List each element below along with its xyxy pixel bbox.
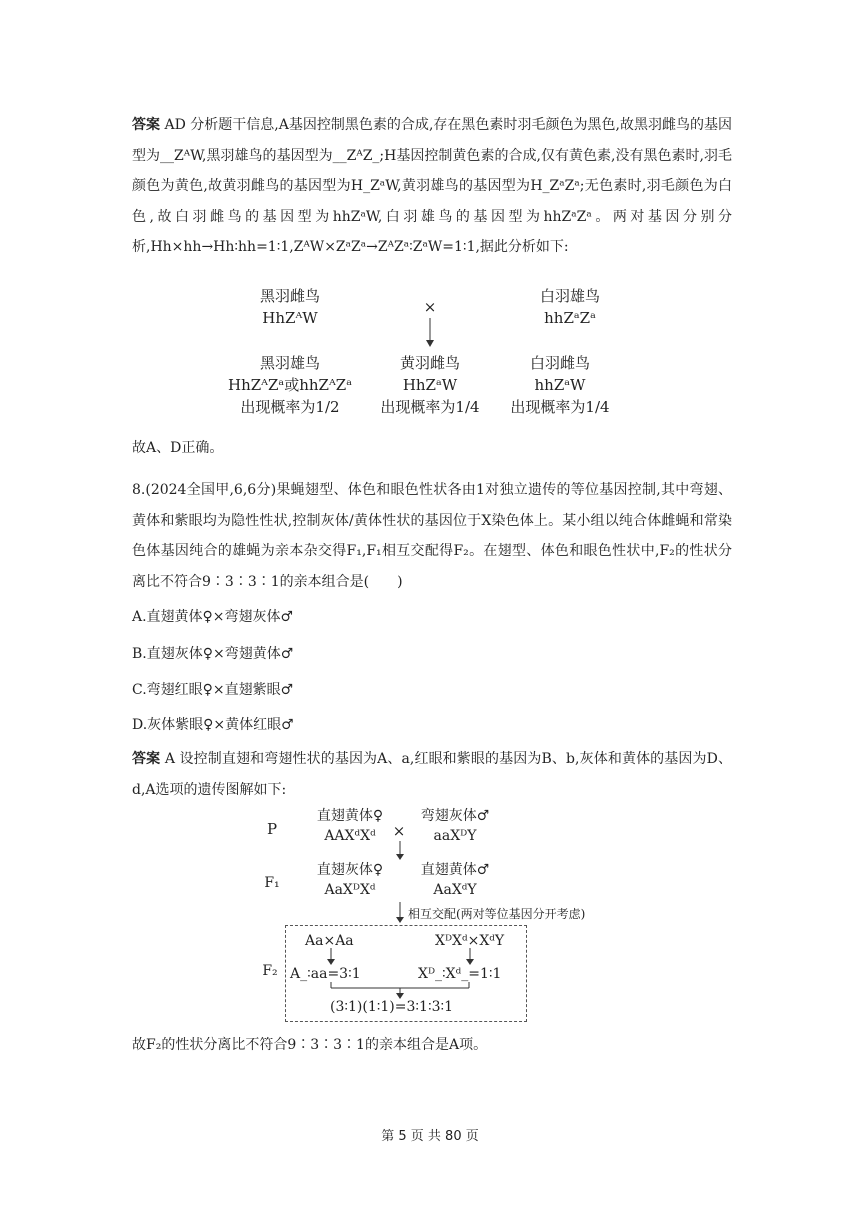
p-male-genotype: aaXᴰY bbox=[433, 828, 477, 844]
offspring-1-genotype: HhZᴬZᵃ或hhZᴬZᵃ bbox=[228, 376, 352, 394]
option-c: C.弯翅红眼♀×直翅紫眼♂ bbox=[132, 682, 294, 698]
offspring-3-genotype: hhZᵃW bbox=[534, 376, 586, 394]
mating-note: 相互交配(两对等位基因分开考虑) bbox=[408, 907, 586, 921]
f1-female-genotype: AaXᴰXᵈ bbox=[324, 882, 376, 898]
parent-left-genotype: HhZᴬW bbox=[262, 309, 318, 327]
offspring-1 bbox=[215, 352, 365, 418]
offspring-2-probability: 出现概率为1/4 bbox=[380, 398, 480, 416]
question8-stem: 8.(2024全国甲,6,6分)果蝇翅型、体色和眼色性状各由1对独立遗传的等位基因控制,其中弯翅、黄体和紫眼均为隐性性状,控制灰体/黄体性状的基因位于X染色体上。某小组以纯合体雌蝇和常染色体基因纯合的雄蝇为亲本杂交得F₁,F₁相互交配得F₂。在翅型、体色和眼色性状中,F₂的性状分离比不符合9∶3∶3∶1的亲本组合是( ) bbox=[132, 482, 732, 590]
down-arrow-icon bbox=[424, 318, 436, 348]
parent-right-genotype: hhZᵃZᵃ bbox=[544, 309, 596, 327]
answer-label: 答案 bbox=[132, 117, 161, 133]
down-arrow-icon bbox=[394, 902, 406, 924]
offspring-3 bbox=[500, 352, 620, 418]
f1-female bbox=[300, 860, 400, 900]
down-arrow-icon bbox=[464, 948, 476, 966]
combined-ratio: (3∶1)(1∶1)=3∶1∶3∶1 bbox=[330, 999, 454, 1015]
offspring-1-probability: 出现概率为1/2 bbox=[240, 398, 340, 416]
f1-male-genotype: AaXᵈY bbox=[433, 882, 477, 898]
p-male bbox=[405, 806, 505, 846]
answer1-text: AD 分析题干信息,A基因控制黑色素的合成,存在黑色素时羽毛颜色为黑色,故黑羽雌鸟的基因型为__ZᴬW,黑羽雄鸟的基因型为__ZᴬZ_;H基因控制黄色素的合成,仅有黄色素,没有黑色素时,羽毛颜色为黄色,故黄羽雌鸟的基因型为H_ZᵃW,黄羽雄鸟的基因型为H_ZᵃZᵃ;无色素时,羽毛颜色为白色,故白羽雌鸟的基因型为hhZᵃW,白羽雄鸟的基因型为hhZᵃZᵃ。两对基因分别分析,Hh×hh→Hh∶hh=1∶1,ZᴬW×ZᵃZᵃ→ZᴬZᵃ∶ZᵃW=1∶1,据此分析如下: bbox=[132, 117, 732, 255]
offspring-2 bbox=[370, 352, 490, 418]
offspring-3-name: 白羽雌鸟 bbox=[529, 354, 590, 372]
p-female-name: 直翅黄体♀ bbox=[316, 808, 384, 824]
conclusion2: 故F₂的性状分离比不符合9∶3∶3∶1的亲本组合是A项。 bbox=[132, 1037, 488, 1053]
f1-male-name: 直翅黄体♂ bbox=[420, 862, 490, 878]
right-cross: XᴰXᵈ×XᵈY bbox=[435, 933, 505, 949]
p-generation-label: P bbox=[266, 820, 278, 838]
f1-female-name: 直翅灰体♀ bbox=[316, 862, 384, 878]
p-female-genotype: AAXᵈXᵈ bbox=[324, 828, 376, 844]
down-arrow-icon bbox=[325, 948, 337, 966]
answer1-paragraph bbox=[132, 110, 732, 263]
option-d: D.灰体紫眼♀×黄体红眼♂ bbox=[132, 717, 294, 733]
f2-generation-label: F₂ bbox=[262, 963, 278, 979]
answer2-paragraph bbox=[132, 744, 732, 805]
parent-right bbox=[510, 285, 630, 329]
cross-symbol: × bbox=[423, 298, 437, 316]
parent-left-name: 黑羽雌鸟 bbox=[259, 287, 320, 305]
offspring-2-genotype: HhZᵃW bbox=[402, 376, 458, 394]
option-b: B.直翅灰体♀×弯翅黄体♂ bbox=[132, 646, 294, 662]
conclusion1: 故A、D正确。 bbox=[132, 440, 224, 456]
offspring-2-name: 黄羽雌鸟 bbox=[399, 354, 460, 372]
left-ratio: A_∶aa=3∶1 bbox=[290, 966, 361, 982]
right-ratio: Xᴰ_∶Xᵈ_=1∶1 bbox=[418, 966, 502, 982]
parent-right-name: 白羽雄鸟 bbox=[539, 287, 600, 305]
down-arrow-icon bbox=[394, 841, 406, 861]
p-female bbox=[300, 806, 400, 846]
offspring-1-name: 黑羽雄鸟 bbox=[259, 354, 320, 372]
page-footer: 第 5 页 共 80 页 bbox=[381, 1129, 479, 1144]
answer-label: 答案 bbox=[132, 751, 161, 767]
option-a: A.直翅黄体♀×弯翅灰体♂ bbox=[132, 609, 294, 625]
f1-male bbox=[405, 860, 505, 900]
p-male-name: 弯翅灰体♂ bbox=[420, 808, 490, 824]
f1-generation-label: F₁ bbox=[264, 875, 280, 891]
answer2-text: A 设控制直翅和弯翅性状的基因为A、a,红眼和紫眼的基因为B、b,灰体和黄体的基因为D、d,A选项的遗传图解如下: bbox=[132, 751, 733, 798]
left-cross: Aa×Aa bbox=[305, 933, 354, 949]
cross-symbol: × bbox=[392, 822, 406, 840]
parent-left bbox=[230, 285, 350, 329]
offspring-3-probability: 出现概率为1/4 bbox=[510, 398, 610, 416]
